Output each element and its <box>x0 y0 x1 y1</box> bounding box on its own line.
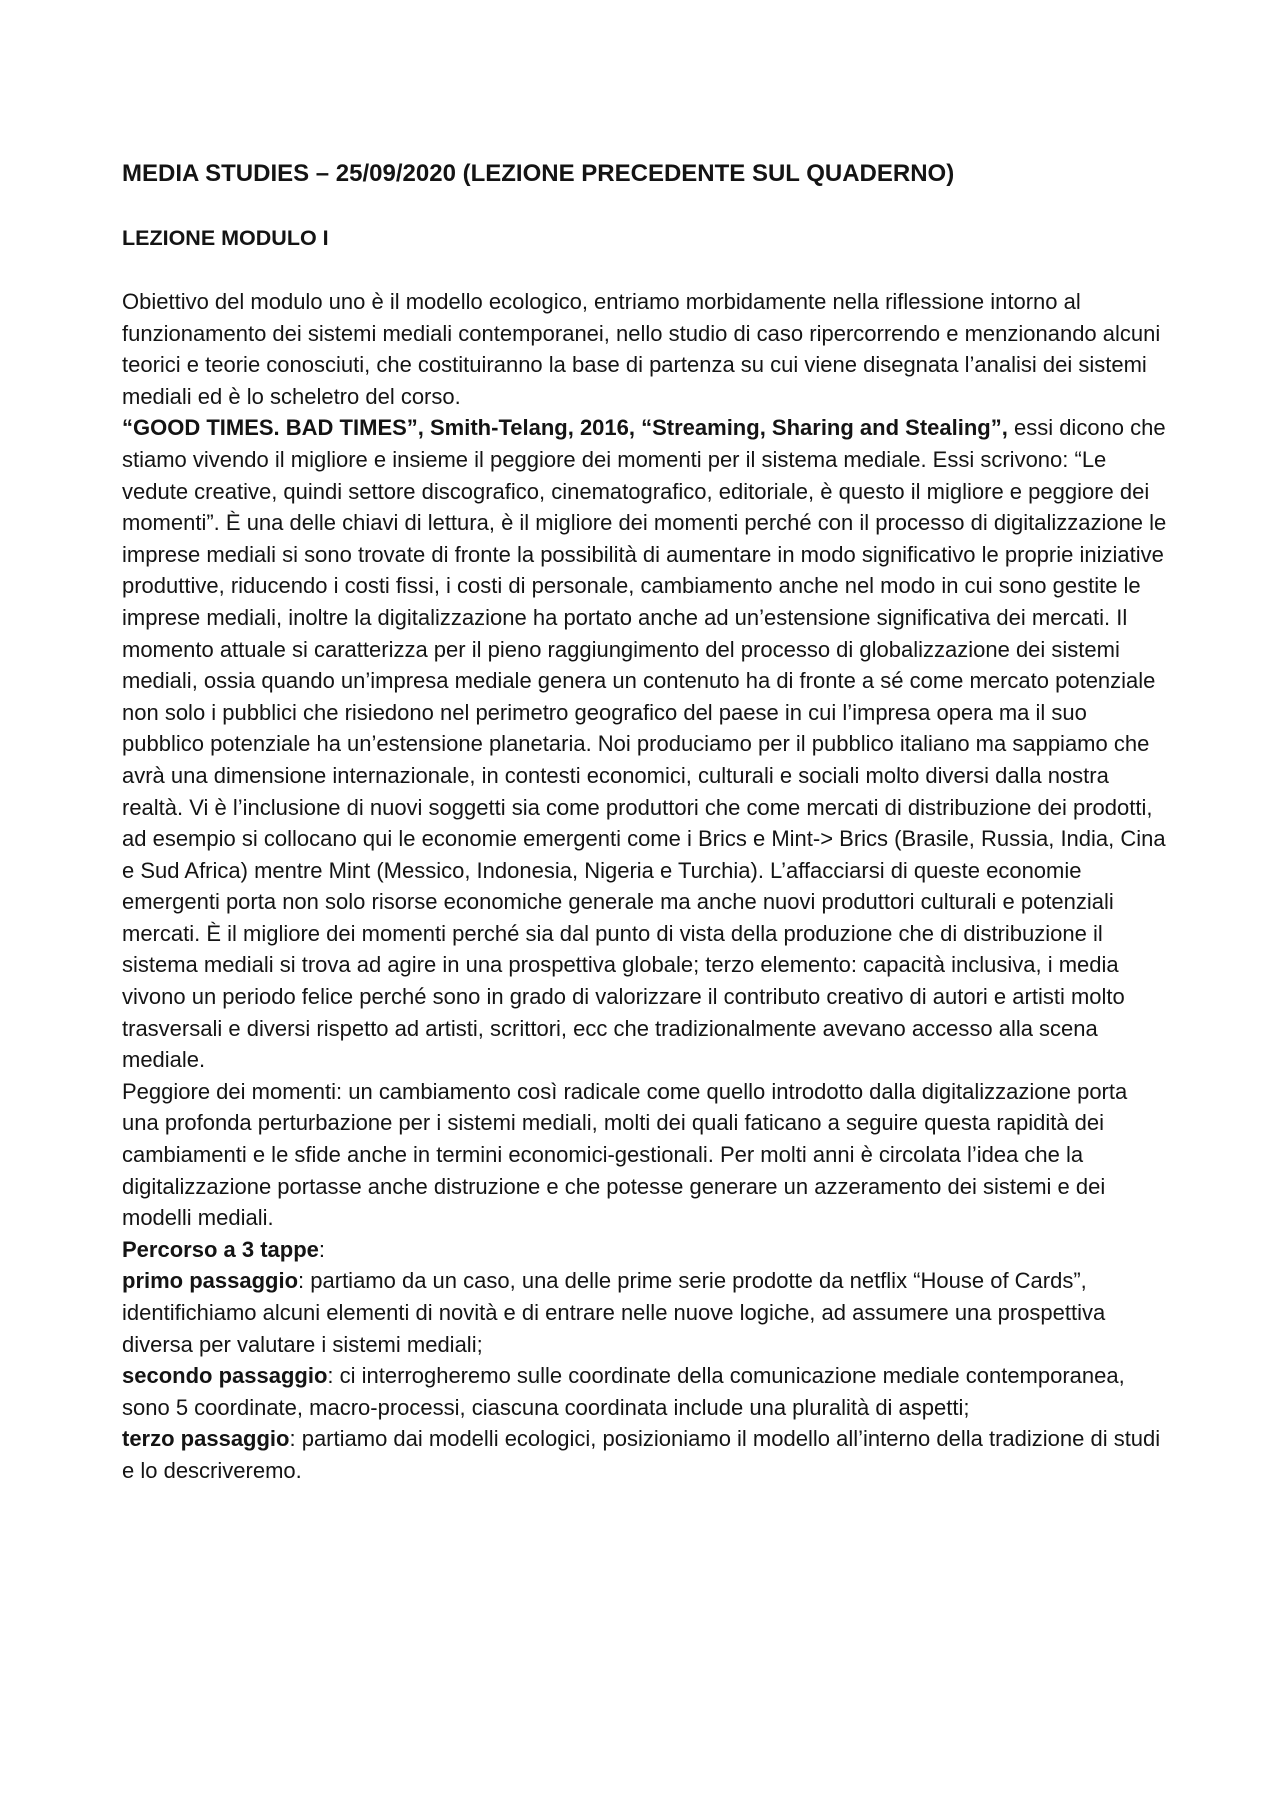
step-text-3: : partiamo dai modelli ecologici, posizioniamo il modello all’interno della tradizione di studi e lo descriveremo. <box>122 1426 1161 1483</box>
step-label-3: terzo passaggio <box>122 1426 290 1452</box>
worst-moments-paragraph: Peggiore dei momenti: un cambiamento così radicale come quello introdotto dalla digitalizzazione porta una profonda perturbazione per i sistemi mediali, molti dei quali faticano a seguire questa rapidità dei cambiamenti e le sfide anche in termini economici-gestionali. Per molti anni è circolata l’idea che la digitalizzazione portasse anche distruzione e che potesse generare un azzeramento dei sistemi e dei modelli mediali. <box>122 1078 1128 1231</box>
step-paragraph-1 <box>122 1265 1170 1360</box>
page-title: MEDIA STUDIES – 25/09/2020 (LEZIONE PRECEDENTE SUL QUADERNO) <box>122 160 955 187</box>
reference-paragraph <box>122 412 1170 1075</box>
step-text-2: : ci interrogheremo sulle coordinate della comunicazione mediale contemporanea, sono 5 coordinate, macro-processi, ciascuna coordinata include una pluralità di aspetti; <box>122 1363 1125 1420</box>
path-heading: Percorso a 3 tappe <box>122 1236 319 1262</box>
section-subtitle: LEZIONE MODULO I <box>122 226 329 250</box>
intro-paragraph: Obiettivo del modulo uno è il modello ecologico, entriamo morbidamente nella riflessione intorno al funzionamento dei sistemi mediali contemporanei, nello studio di caso ripercorrendo e menzionando alcuni teorici e teorie conosciuti, che costituiranno la base di partenza su cui viene disegnata l’analisi dei sistemi mediali ed è lo scheletro del corso. <box>122 289 1161 409</box>
step-paragraph-2 <box>122 1360 1170 1423</box>
reference-bold-title: “GOOD TIMES. BAD TIMES”, Smith-Telang, 2016, “Streaming, Sharing and Stealing”, <box>122 415 1008 441</box>
path-heading-colon: : <box>318 1236 325 1262</box>
step-paragraph-3 <box>122 1423 1170 1486</box>
step-label-1: primo passaggio <box>122 1268 299 1294</box>
path-heading-line <box>122 1234 1170 1266</box>
body-text <box>122 286 1170 1487</box>
reference-paragraph-text: essi dicono che stiamo vivendo il migliore e insieme il peggiore dei momenti per il sistema mediale. Essi scrivono: “Le vedute creative, quindi settore discografico, cinematografico, editoriale, è questo il migliore e peggiore dei momenti”. È una delle chiavi di lettura, è il migliore dei momenti perché con il processo di digitalizzazione le imprese mediali si sono trovate di fronte la possibilità di aumentare in modo significativo le proprie iniziative produttive, riducendo i costi fissi, i costi di personale, cambiamento anche nel modo in cui sono gestite le imprese mediali, inoltre la digitalizzazione ha portato anche ad un’estensione significativa dei mercati. Il momento attuale si caratterizza per il pieno raggiungimento del processo di globalizzazione dei sistemi mediali, ossia quando un’impresa mediale genera un contenuto ha di fronte a sé come mercato potenziale non solo i pubblici che risiedono nel perimetro geografico del paese in cui l’impresa opera ma il suo pubblico potenziale ha un’estensione planetaria. Noi produciamo per il pubblico italiano ma sappiamo che avrà una dimensione internazionale, in contesti economici, culturali e sociali molto diversi dalla nostra realtà. Vi è l’inclusione di nuovi soggetti sia come produttori che come mercati di distribuzione dei prodotti, ad esempio si collocano qui le economie emergenti come i Brics e Mint-> Brics (Brasile, Russia, India, Cina e Sud Africa) mentre Mint (Messico, Indonesia, Nigeria e Turchia). L’affacciarsi di queste economie emergenti porta non solo risorse economiche generale ma anche nuovi produttori culturali e potenziali mercati. È il migliore dei momenti perché sia dal punto di vista della produzione che di distribuzione il sistema mediali si trova ad agire in una prospettiva globale; terzo elemento: capacità inclusiva, i media vivono un periodo felice perché sono in grado di valorizzare il contributo creativo di autori e artisti molto trasversali e diversi rispetto ad artisti, scrittori, ecc che tradizionalmente avevano accesso alla scena mediale. <box>122 415 1167 1073</box>
step-label-2: secondo passaggio <box>122 1363 328 1389</box>
step-text-1: : partiamo da un caso, una delle prime serie prodotte da netflix “House of Cards”, identifichiamo alcuni elementi di novità e di entrare nelle nuove logiche, ad assumere una prospettiva diversa per valutare i sistemi mediali; <box>122 1268 1106 1357</box>
document-content <box>122 158 1170 1487</box>
